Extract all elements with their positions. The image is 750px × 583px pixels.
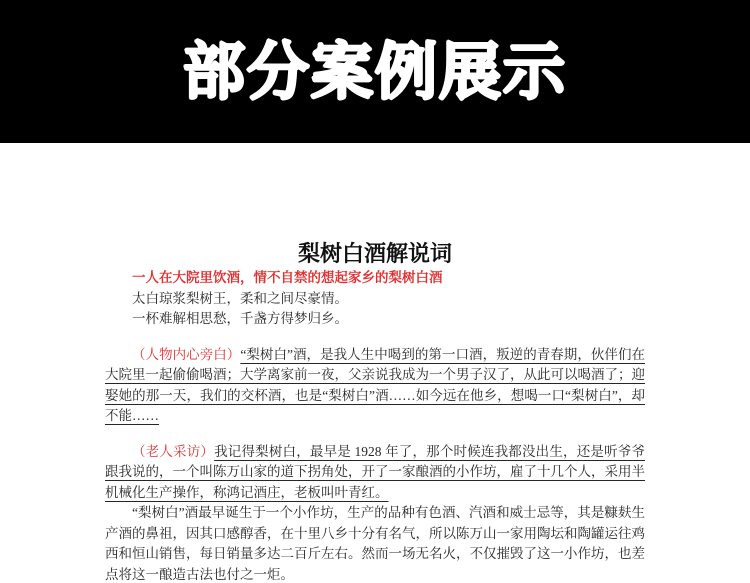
poem-line-1: 太白琼浆梨树王，柔和之间尽豪情。 xyxy=(132,290,348,306)
paragraph-text: “梨树白”酒，是我人生中喝到的第一口酒，叛逆的青春期，伙伴们在大院里一起偷偷喝酒；大学离家前一夜，父亲说我成为一个男子汉了，从此可以喝酒了；迎娶她的那一天，我们的交杯酒，也是“梨树白”酒……如今远在他乡，想喝一口“梨树白”，却不能…… xyxy=(105,346,646,423)
paragraph-text: “梨树白”酒最早诞生于一个小作坊，生产的品种有色酒、汽酒和威士忌等，其是糠麸生产酒的鼻祖，因其口感醇香，在十里八乡十分有名气，所以陈万山一家用陶坛和陶罐运往鸡西和恒山销售，每日销量多达二百斤左右。然而一场无名火，不仅摧毁了这一小作坊，也差点将这一酿造古法也付之一炬。 xyxy=(105,505,645,582)
document-page xyxy=(0,239,750,583)
paragraph-label: （老人采访） xyxy=(132,443,215,459)
header-banner xyxy=(0,0,750,143)
poem-line-2: 一杯难解相思愁，千盏方得梦归乡。 xyxy=(132,311,348,326)
paragraph-inner-monologue xyxy=(105,345,645,427)
paragraph-history xyxy=(105,503,645,583)
paragraph-elder-interview xyxy=(105,442,645,504)
paragraph-text: 我记得梨树白，最早是 1928 年了，那个时候连我都没出生，还是听爷爷跟我说的，一个叫陈万山家的道下拐角处，开了一家酿酒的小作坊，雇了十几个人，采用半机械化生产操作，称鸿记酒庄，老板叫叶青红。 xyxy=(105,443,645,500)
scene-heading: 一人在大院里饮酒，情不自禁的想起家乡的梨树白酒 xyxy=(132,270,443,285)
banner-title: 部分案例展示 xyxy=(182,34,567,108)
paragraph-label: （人物内心旁白） xyxy=(132,346,241,362)
document-title: 梨树白酒解说词 xyxy=(297,241,452,266)
